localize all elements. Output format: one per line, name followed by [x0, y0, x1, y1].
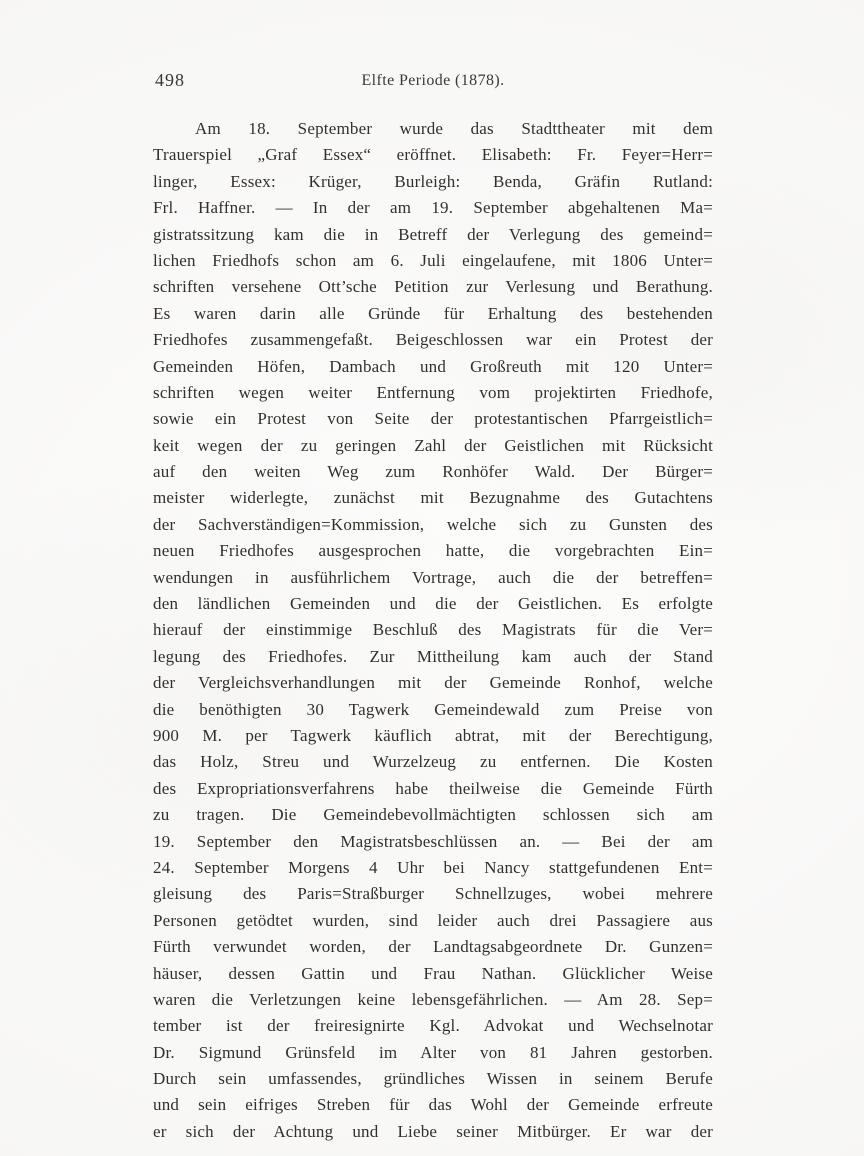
page-number: 498 [155, 70, 185, 90]
text-line: sowie ein Protest von Seite der protestantischen Pfarrgeistlich= [153, 409, 713, 429]
text-line: 19. September den Magistratsbeschlüssen an. — Bei der am [153, 831, 713, 851]
text-line: schriften wegen weiter Entfernung vom projektirten Friedhofe, [153, 382, 713, 402]
text-line: und sein eifriges Streben für das Wohl der Gemeinde erfreute [153, 1095, 713, 1115]
text-line: Gemeinden Höfen, Dambach und Großreuth mit 120 Unter= [153, 356, 713, 376]
text-line: der Sachverständigen=Kommission, welche sich zu Gunsten des [153, 514, 713, 534]
text-line: legung des Friedhofes. Zur Mittheilung kam auch der Stand [153, 646, 713, 666]
text-line: gleisung des Paris=Straßburger Schnellzuges, wobei mehrere [153, 884, 713, 904]
text-line: der Vergleichsverhandlungen mit der Gemeinde Ronhof, welche [153, 673, 713, 693]
text-line: Dr. Sigmund Grünsfeld im Alter von 81 Jahren gestorben. [153, 1042, 713, 1062]
text-line: Personen getödtet wurden, sind leider auch drei Passagiere aus [153, 910, 713, 930]
text-line: tember ist der freiresignirte Kgl. Advokat und Wechselnotar [153, 1016, 713, 1036]
text-line: neuen Friedhofes ausgesprochen hatte, die vorgebrachten Ein= [153, 541, 713, 561]
text-line: keit wegen der zu geringen Zahl der Geistlichen mit Rücksicht [153, 435, 713, 455]
text-line: Durch sein umfassendes, gründliches Wissen in seinem Berufe [153, 1069, 713, 1089]
running-header [153, 70, 713, 94]
text-line: zu tragen. Die Gemeindebevollmächtigten schlossen sich am [153, 805, 713, 825]
text-line: 900 M. per Tagwerk käuflich abtrat, mit der Berechtigung, [153, 725, 713, 745]
text-line: waren die Verletzungen keine lebensgefährlichen. — Am 28. Sep= [153, 989, 713, 1009]
text-line: den ländlichen Gemeinden und die der Geistlichen. Es erfolgte [153, 594, 713, 614]
running-header-title: Elfte Periode (1878). [361, 72, 505, 89]
text-line: lichen Friedhofs schon am 6. Juli eingelaufene, mit 1806 Unter= [153, 250, 713, 270]
text-line: Es waren darin alle Gründe für Erhaltung des bestehenden [153, 303, 713, 323]
text-line: Friedhofes zusammengefaßt. Beigeschlossen war ein Protest der [153, 330, 713, 350]
text-line: gistratssitzung kam die in Betreff der Verlegung des gemeind= [153, 224, 713, 244]
text-line: schriften versehene Ott’sche Petition zur Verlesung und Berathung. [153, 277, 713, 297]
page-body [153, 116, 713, 1145]
text-line: häuser, dessen Gattin und Frau Nathan. Glücklicher Weise [153, 963, 713, 983]
text-line: die benöthigten 30 Tagwerk Gemeindewald zum Preise von [153, 699, 713, 719]
text-line: meister widerlegte, zunächst mit Bezugnahme des Gutachtens [153, 488, 713, 508]
text-line: auf den weiten Weg zum Ronhöfer Wald. Der Bürger= [153, 462, 713, 482]
text-line: Fürth verwundet worden, der Landtagsabgeordnete Dr. Gunzen= [153, 937, 713, 957]
text-line: des Expropriationsverfahrens habe theilweise die Gemeinde Fürth [153, 778, 713, 798]
text-line: Trauerspiel „Graf Essex“ eröffnet. Elisabeth: Fr. Feyer=Herr= [153, 145, 713, 165]
text-line: er sich der Achtung und Liebe seiner Mitbürger. Er war der [153, 1121, 713, 1141]
text-line: 24. September Morgens 4 Uhr bei Nancy stattgefundenen Ent= [153, 857, 713, 877]
text-line: Frl. Haffner. — In der am 19. September abgehaltenen Ma= [153, 198, 713, 218]
text-line: hierauf der einstimmige Beschluß des Magistrats für die Ver= [153, 620, 713, 640]
text-line: linger, Essex: Krüger, Burleigh: Benda, Gräfin Rutland: [153, 171, 713, 191]
text-line: Am 18. September wurde das Stadttheater mit dem [195, 119, 713, 138]
text-line: das Holz, Streu und Wurzelzeug zu entfernen. Die Kosten [153, 752, 713, 772]
text-line: wendungen in ausführlichem Vortrage, auch die der betreffen= [153, 567, 713, 587]
